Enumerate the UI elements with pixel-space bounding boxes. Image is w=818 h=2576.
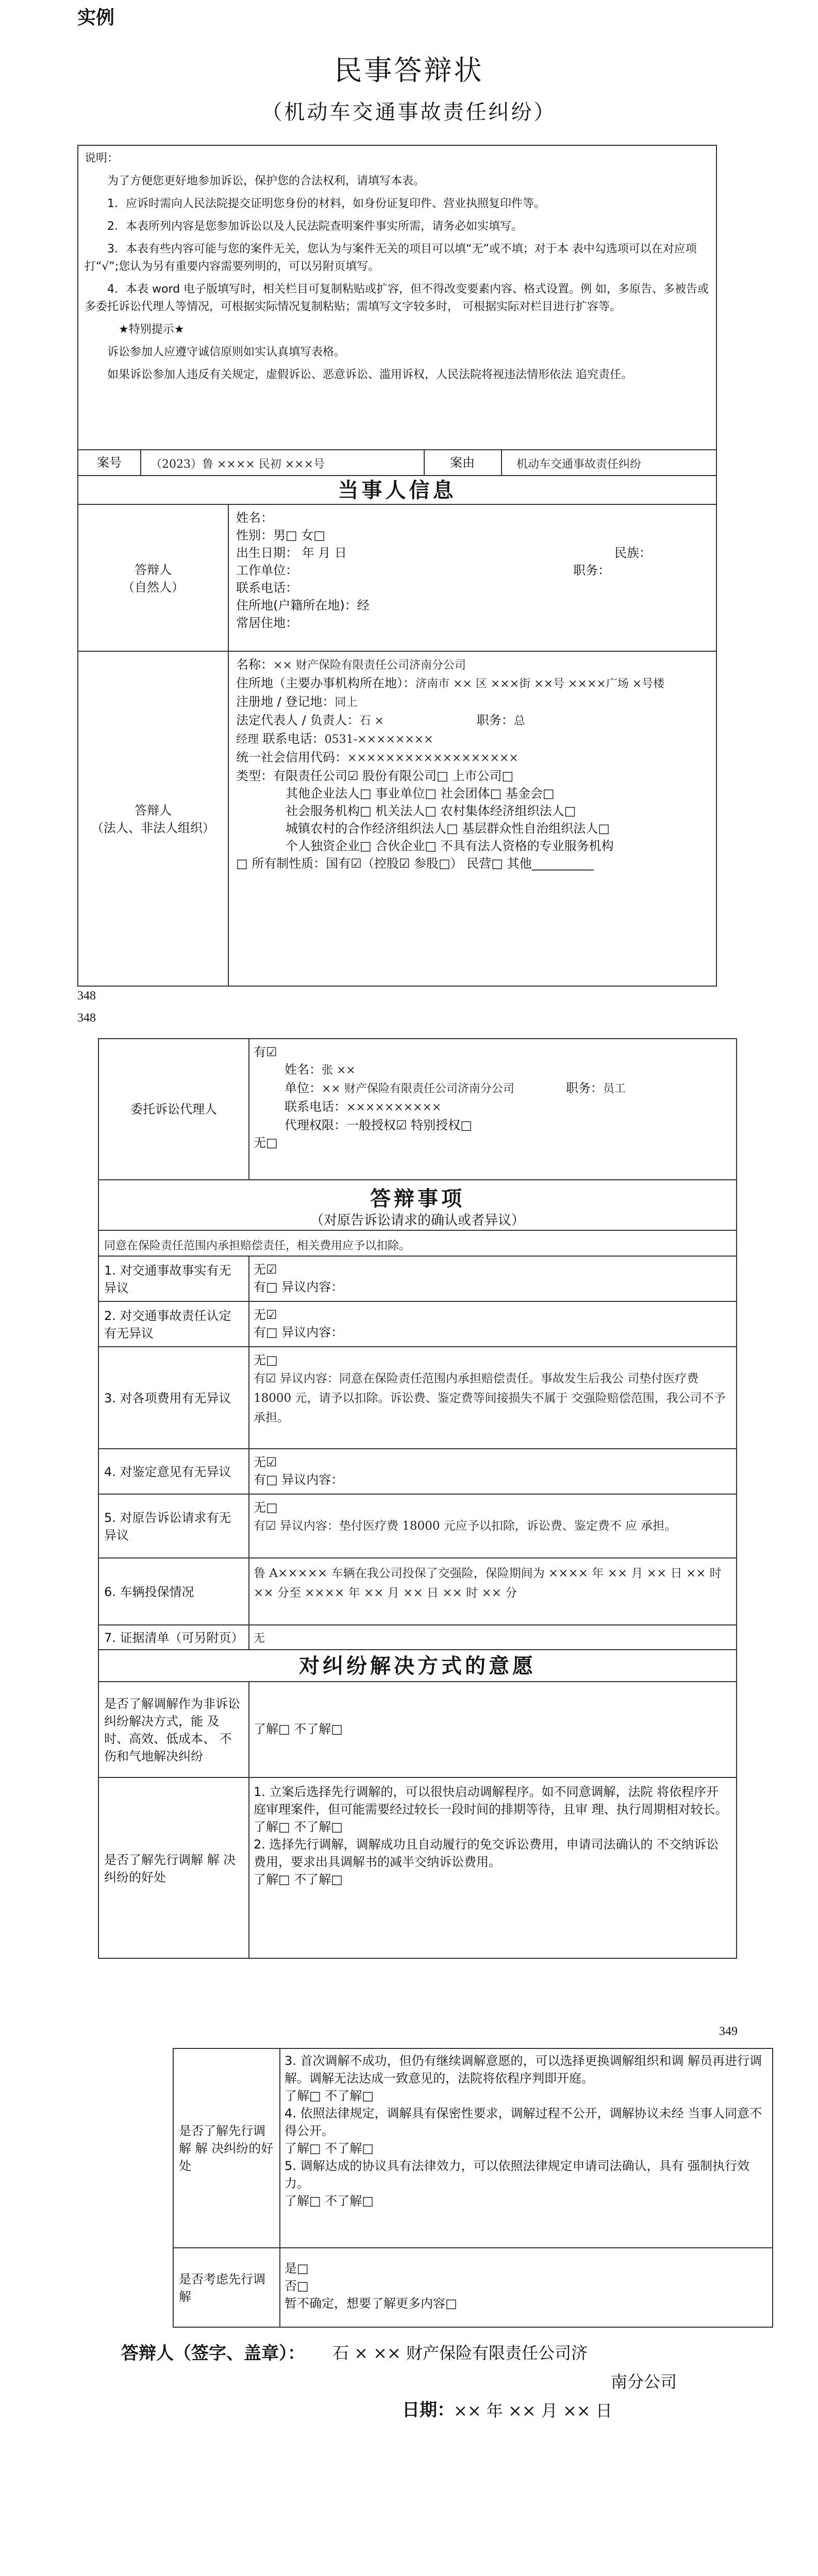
notice-line: 1．应诉时需向人民法院提交证明您身份的材料，如身份证复印件、营业执照复印件等。: [107, 197, 545, 210]
org-phone-label: 联系电话：: [262, 732, 325, 746]
org-address-value: 济南市 ×× 区 ×××街 ××号 ××××广场 ×号楼: [415, 677, 665, 690]
org-name-value: ×× 财产保险有限责任公司济南分公司: [273, 659, 466, 672]
case-row: [78, 449, 716, 476]
mediation-q3-yes: 是□: [285, 2261, 309, 2276]
agent-job-value: 员工: [603, 1082, 626, 1095]
date-value: ×× 年 ×× 月 ×× 日: [454, 2401, 612, 2420]
mediation-q1: [99, 1681, 736, 1778]
field-org-reg: [236, 693, 710, 711]
field-org-rep: [236, 711, 710, 730]
mediation-title: 对纠纷解决方式的意愿: [99, 1649, 736, 1682]
field-gender: 性别：男□ 女□: [236, 528, 325, 543]
notice-line: 4．本表 word 电子版填写时，相关栏目可复制粘贴或扩容，但不得改变要素内容、格式设置。例 如，多原告、多被告或多委托诉讼代理人等情况，可根据实际情况复制粘贴；需填写文字较多时， 可根据实际对栏目进行扩容等。: [85, 283, 709, 313]
mediation-q3-unsure: 暂不确定，想要了解更多内容□: [285, 2296, 457, 2311]
cause-label: 案由: [450, 455, 475, 470]
mediation-q2b-line: 了解□ 不了解□: [285, 2089, 374, 2103]
reply-item: [99, 1494, 736, 1558]
notice-line: 诉讼参加人应遵守诚信原则如实认真填写表格。: [107, 346, 346, 359]
party-section-title: 当事人信息: [78, 475, 716, 505]
org-rep-value: 石 ×: [359, 715, 384, 727]
org-rep-job-cont: 经理: [236, 733, 259, 746]
field-job: 职务：: [573, 563, 610, 578]
agent-name-value: 张 ××: [322, 1064, 356, 1077]
mediation-q2-line: 了解□ 不了解□: [254, 1872, 343, 1887]
org-reg-value: 同上: [335, 696, 358, 709]
reply-item-line: 鲁 A××××× 车辆在我公司投保了交强险，保险期间为 ×××× 年 ×× 月 ×× 日 ×× 时 ×× 分至 ×××× 年 ×× 月 ×× 日 ×× 时 ×× 分: [254, 1567, 722, 1600]
agent-unit-value: ×× 财产保险有限责任公司济南分公司: [322, 1082, 514, 1095]
field-birthdate: 出生日期： 年 月 日: [236, 546, 347, 560]
field-residence: 常居住地：: [236, 616, 298, 630]
reply-item-label: 1. 对交通事故事实有无 异议: [104, 1263, 231, 1295]
reply-item: [99, 1256, 736, 1302]
natural-person-label: [78, 505, 228, 652]
signature-label: 答辩人（签字、盖章）：: [121, 2343, 305, 2364]
agent-auth: 代理权限：一般授权☑ 特别授权□: [285, 1118, 472, 1132]
mediation-q3: [174, 2247, 772, 2328]
notice-head: 说明：: [85, 152, 119, 165]
reply-item: [99, 1557, 736, 1625]
mediation-q1-label: 是否了解调解作为非诉讼纠纷解决方式，能 及时、高效、低成本、 不伤和气地解决纠纷: [104, 1697, 240, 1764]
org-type-line: 其他企业法人□ 事业单位□ 社会团体□ 基金会□: [286, 786, 555, 801]
reply-item: [99, 1346, 736, 1449]
org-type-line: 社会服务机构□ 机关法人□ 农村集体经济组织法人□: [286, 804, 576, 818]
reply-item-line: 无: [254, 1632, 265, 1645]
reply-item-line: 有☑ 异议内容：垫付医疗费 18000 元应予以扣除，诉讼费、鉴定费不 应 承担。: [254, 1519, 677, 1533]
reply-item-line: 有□ 异议内容：: [254, 1280, 344, 1294]
form-block-3: [173, 2048, 773, 2328]
mediation-q1-answer: 了解□ 不了解□: [254, 1722, 343, 1736]
reply-item: [99, 1624, 736, 1650]
mediation-q2-line: 了解□ 不了解□: [254, 1820, 343, 1834]
field-phone: 联系电话：: [236, 581, 298, 595]
reply-item-label: 7. 证据清单（可另附页）: [104, 1631, 244, 1645]
agent-has: 有☑: [254, 1045, 277, 1059]
reply-item-label: 2. 对交通事故责任认定 有无异议: [104, 1309, 231, 1341]
field-name: 姓名：: [236, 511, 273, 525]
agent-phone-label: 联系电话：: [285, 1099, 346, 1114]
org-type-line: 类型：有限责任公司☑ 股份有限公司□ 上市公司□: [236, 769, 514, 783]
agent-name-label: 姓名：: [285, 1062, 322, 1077]
page-subtitle: （机动车交通事故责任纠纷）: [261, 100, 557, 124]
page-mark: 349: [719, 2025, 738, 2038]
reply-item-label: 5. 对原告诉讼请求有无 异议: [104, 1511, 231, 1543]
org-rep-job-label: 职务：: [476, 713, 514, 727]
form-block-2: [98, 1038, 737, 1959]
org-address-label: 住所地（主要办事机构所在地）：: [236, 676, 415, 690]
mediation-q2-line: 1. 立案后选择先行调解的，可以很快启动调解程序。如不同意调解，法院 将依程序开庭审理案件，但可能需要经过较长一段时间的排期等待，且审 理、执行周期相对较长。: [254, 1785, 728, 1817]
label-line: （自然人）: [122, 580, 184, 595]
mediation-q2: [99, 1777, 736, 1959]
field-org-credit: [236, 749, 710, 767]
org-name-label: 名称：: [236, 657, 273, 672]
reply-title: 答辩事项: [370, 1187, 465, 1211]
reply-subtitle: （对原告诉讼请求的确认或者异议）: [310, 1213, 525, 1228]
mediation-q2b: [174, 2049, 772, 2247]
header-label: 实例: [77, 7, 115, 28]
notice-line: 如果诉讼参加人违反有关规定，虚假诉讼、恶意诉讼、滥用诉权，人民法院将视违法情形依法 追究责任。: [107, 368, 632, 381]
notice-line: 2．本表所列内容是您参加诉讼以及人民法院查明案件事实所需，请务必如实填写。: [107, 220, 523, 233]
reply-item-line: 无□: [254, 1353, 278, 1367]
field-employer: 工作单位：: [236, 563, 298, 578]
signature-value-line2: 南分公司: [611, 2372, 677, 2392]
field-domicile: 住所地(户籍所在地)：经: [236, 598, 370, 613]
label-line: 答辩人: [135, 562, 172, 577]
reply-item-line: 无☑: [254, 1308, 277, 1322]
legal-person-section: [78, 651, 716, 987]
org-type-line: 城镇农村的合作经济组织法人□ 基层群众性自治组织法人□: [286, 821, 610, 836]
page-mark: 348: [77, 989, 96, 1003]
field-org-phone: [236, 730, 710, 749]
agent-phone-value: ××××××××××: [346, 1101, 442, 1114]
agent-section: [99, 1039, 736, 1179]
org-type-line: □ 所有制性质：国有☑（控股☑ 参股□） 民营□ 其他__________: [236, 856, 594, 871]
agent-none: 无□: [254, 1136, 278, 1150]
form-block-1: [77, 145, 717, 987]
field-nation: 民族：: [614, 546, 652, 560]
legal-person-label: [78, 652, 228, 987]
agent-label: 委托诉讼代理人: [130, 1102, 217, 1116]
agent-job-label: 职务：: [565, 1081, 603, 1095]
reply-item-line: 无☑: [254, 1262, 277, 1277]
reply-intro-row: [99, 1230, 736, 1257]
signature-value-line1: 石 × ×× 财产保险有限责任公司济: [332, 2343, 588, 2363]
reply-item-line: 有□ 异议内容：: [254, 1472, 344, 1487]
reply-item: [99, 1448, 736, 1495]
mediation-q2b-line: 了解□ 不了解□: [285, 2141, 374, 2156]
natural-person-fields: [236, 509, 370, 632]
org-credit-label: 统一社会信用代码：: [236, 750, 347, 765]
cause-value: 机动车交通事故责任纠纷: [516, 458, 642, 471]
label-line: （法人、非法人组织）: [91, 821, 215, 835]
mediation-q2b-line: 3. 首次调解不成功，但仍有继续调解意愿的，可以选择更换调解组织和调 解员再进行调解。调解无法达成一致意见的，法院将依程序判即开庭。: [285, 2054, 762, 2086]
org-credit-value: ××××××××××××××××××: [347, 752, 519, 765]
org-reg-label: 注册地 / 登记地：: [236, 694, 335, 709]
page-mark: 348: [77, 1011, 96, 1025]
page-title: 民事答辩状: [334, 54, 484, 87]
mediation-q2b-line: 4. 依照法律规定，调解具有保密性要求，调解过程不公开，调解协议未经 当事人同意不得公开。: [285, 2106, 762, 2138]
legal-person-fields: [236, 656, 710, 872]
org-rep-label: 法定代表人 / 负责人：: [236, 713, 360, 727]
reply-item-line: 无□: [254, 1500, 278, 1515]
mediation-q2-label: 是否了解先行调解 解 决纠纷的好处: [104, 1852, 236, 1885]
case-no-label: 案号: [97, 455, 122, 470]
notice-line: 为了方便您更好地参加诉讼，保护您的合法权利，请填写本表。: [107, 175, 425, 188]
agent-unit-label: 单位：: [285, 1081, 322, 1095]
mediation-q3-no: 否□: [285, 2279, 309, 2293]
agent-fields: [254, 1043, 733, 1151]
notice: [85, 150, 711, 389]
org-phone-value: 0531-××××××××: [324, 733, 433, 746]
mediation-q2-line: 2. 选择先行调解，调解成功且自动履行的免交诉讼费用，申请司法确认的 不交纳诉讼费用，要求出具调解书的减半交纳诉讼费用。: [254, 1837, 719, 1869]
mediation-q2b-line: 了解□ 不了解□: [285, 2194, 374, 2208]
reply-item-label: 6. 车辆投保情况: [104, 1585, 194, 1599]
field-org-address: [236, 674, 710, 693]
reply-intro: 同意在保险责任范围内承担赔偿责任，相关费用应予以扣除。: [104, 1240, 411, 1252]
org-type-line: 个人独资企业□ 合伙企业□ 不具有法人资格的专业服务机构: [286, 839, 614, 853]
special-notice-head: ★特别提示★: [119, 323, 185, 336]
label-line: 答辩人: [135, 803, 172, 818]
reply-item-label: 3. 对各项费用有无异议: [104, 1391, 231, 1405]
reply-item-line: 有☑ 异议内容：同意在保险责任范围内承担赔偿责任。事故发生后我公 司垫付医疗费 18000 元，请予以扣除。诉讼费、鉴定费等间接损失不属于 交强险赔偿范围，我公司不予承担。: [254, 1372, 726, 1425]
mediation-q3-label: 是否考虑先行调解: [179, 2272, 265, 2304]
reply-header: [99, 1179, 736, 1231]
org-rep-job-value: 总: [513, 715, 525, 727]
reply-item-line: 有□ 异议内容：: [254, 1325, 344, 1340]
mediation-q2b-label: 是否了解先行调解 解 决纠纷的好处: [179, 2123, 274, 2173]
natural-person-section: [78, 504, 716, 652]
notice-line: 3．本表有些内容可能与您的案件无关，您认为与案件无关的项目可以填“无”或不填；对于本 表中勾选项可以在对应项打“√”;您认为另有重要内容需要列明的，可以另附页填写。: [85, 243, 697, 273]
field-org-name: [236, 656, 710, 674]
mediation-q2b-line: 5. 调解达成的协议具有法律效力，可以依照法律规定申请司法确认，具有 强制执行效力。: [285, 2159, 750, 2191]
date-label: 日期：: [402, 2400, 455, 2420]
reply-item: [99, 1301, 736, 1347]
reply-item-line: 无☑: [254, 1455, 277, 1469]
case-no-value: （2023）鲁 ×××× 民初 ×××号: [151, 458, 325, 471]
reply-item-label: 4. 对鉴定意见有无异议: [104, 1465, 231, 1479]
